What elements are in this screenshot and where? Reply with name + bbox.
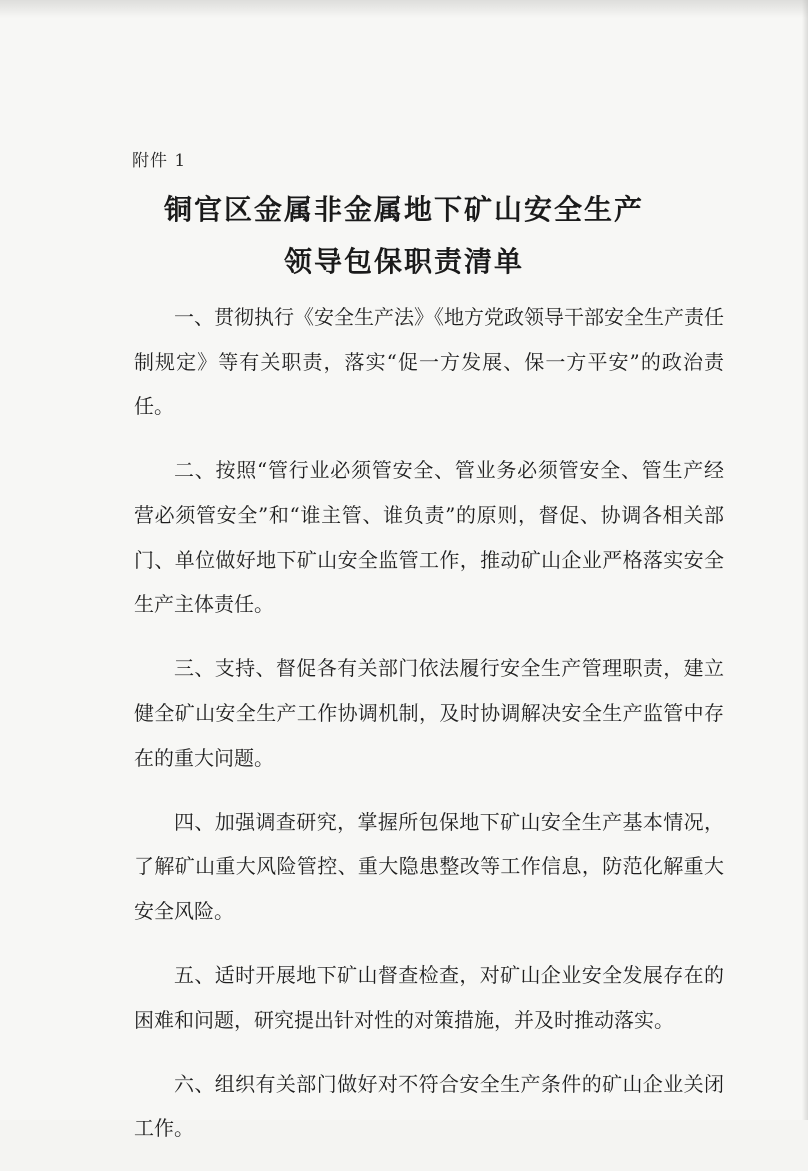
duty-paragraph-5: 五、适时开展地下矿山督查检查，对矿山企业安全发展存在的困难和问题，研究提出针对性的对策措施，并及时推动落实。 [134,963,724,1032]
duty-paragraph-1: 一、贯彻执行《安全生产法》《地方党政领导干部安全生产责任制规定》等有关职责，落实“促一方发展、保一方平安”的政治责任。 [134,305,724,419]
attachment-label: 附件 1 [132,151,187,171]
duty-paragraph-2: 二、按照“管行业必须管安全、管业务必须管安全、管生产经营必须管安全”和“谁主管、谁负责”的原则，督促、协调各相关部门、单位做好地下矿山安全监管工作，推动矿山企业严格落实安全生产主体责任。 [134,458,724,617]
duty-paragraph-3: 三、支持、督促各有关部门依法履行安全生产管理职责，建立健全矿山安全生产工作协调机制，及时协调解决安全生产监管中存在的重大问题。 [134,656,724,770]
document-title-line-1: 铜官区金属非金属地下矿山安全生产 [163,193,644,226]
duty-paragraph-6: 六、组织有关部门做好对不符合安全生产条件的矿山企业关闭工作。 [134,1071,724,1141]
duty-paragraph-4: 四、加强调查研究，掌握所包保地下矿山安全生产基本情况，了解矿山重大风险管控、重大隐患整改等工作信息，防范化解重大安全风险。 [134,809,724,923]
document-body [134,295,724,1171]
scan-edge-top [0,0,808,18]
scan-edge-right [802,0,808,1120]
document-title-line-2: 领导包保职责清单 [283,245,524,278]
